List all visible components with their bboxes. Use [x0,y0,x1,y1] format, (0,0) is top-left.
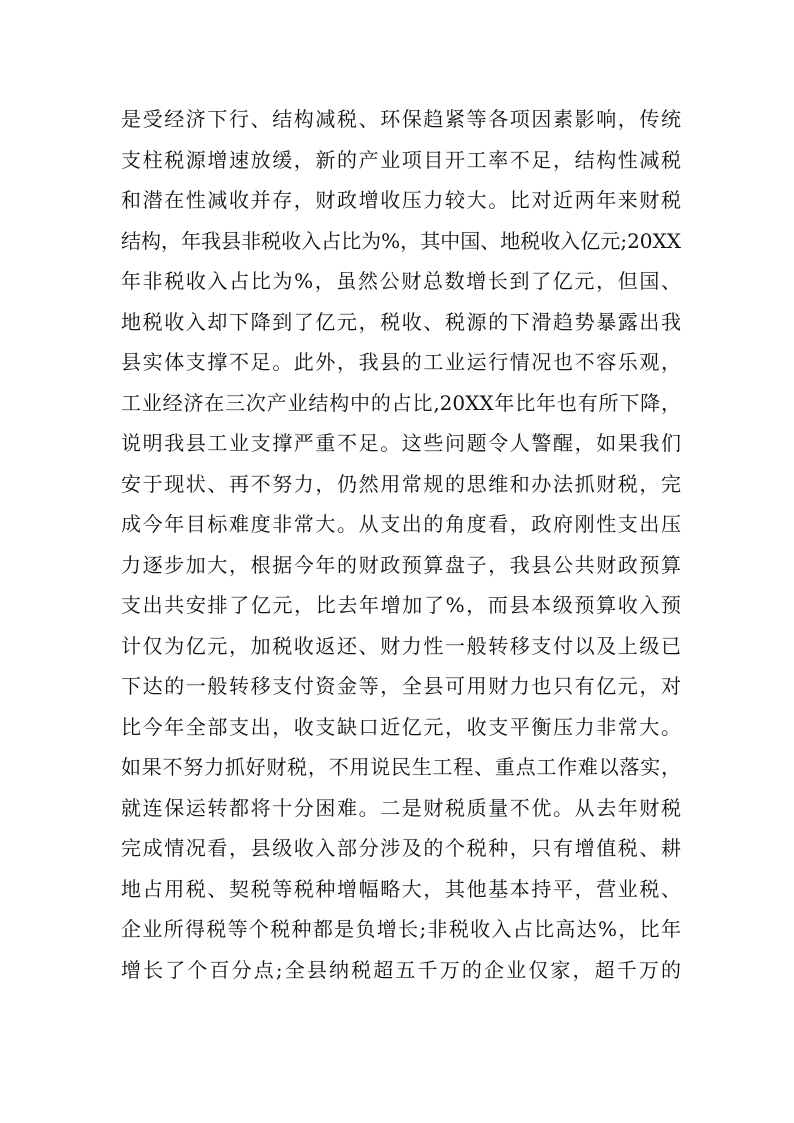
text-line: 是受经济下行、结构减税、环保趋紧等各项因素影响，传统 [121,107,681,131]
text-line: 计仅为亿元，加税收返还、财力性一般转移支付以及上级已 [121,633,681,658]
text-line: 县实体支撑不足。此外，我县的工业运行情况也不容乐观， [121,350,681,374]
text-line: 完成情况看，县级收入部分涉及的个税种，只有增值税、耕 [121,836,681,860]
text-line: 就连保运转都将十分困难。二是财税质量不优。从去年财税 [121,795,681,820]
text-line: 成今年目标难度非常大。从支出的角度看，政府刚性支出压 [121,512,681,536]
text-line: 和潜在性减收并存，财政增收压力较大。比对近两年来财税 [121,188,681,212]
text-line: 工业经济在三次产业结构中的占比,20XX年比年也有所下降， [121,390,681,415]
text-line: 如果不努力抓好财税，不用说民生工程、重点工作难以落实， [121,755,681,779]
text-line: 比今年全部支出，收支缺口近亿元，收支平衡压力非常大。 [121,714,681,739]
text-line: 下达的一般转移支付资金等，全县可用财力也只有亿元，对 [121,674,681,698]
text-line: 年非税收入占比为%，虽然公财总数增长到了亿元，但国、 [121,269,681,293]
text-line: 说明我县工业支撑严重不足。这些问题令人警醒，如果我们 [121,431,681,455]
text-line: 支出共安排了亿元，比去年增加了%，而县本级预算收入预 [121,593,681,617]
body-text [121,99,681,990]
text-line: 安于现状、再不努力，仍然用常规的思维和办法抓财税，完 [121,471,681,496]
text-line: 力逐步加大，根据今年的财政预算盘子，我县公共财政预算 [121,552,681,577]
text-line: 企业所得税等个税种都是负增长;非税收入占比高达%，比年 [121,917,681,941]
text-line: 地占用税、契税等税种增幅略大，其他基本持平，营业税、 [121,876,681,901]
text-line: 地税收入却下降到了亿元，税收、税源的下滑趋势暴露出我 [121,309,681,334]
text-line: 结构，年我县非税收入占比为%，其中国、地税收入亿元;20XX [121,228,681,253]
text-line: 增长了个百分点;全县纳税超五千万的企业仅家，超千万的 [121,957,681,982]
text-line: 支柱税源增速放缓，新的产业项目开工率不足，结构性减税 [121,147,681,172]
